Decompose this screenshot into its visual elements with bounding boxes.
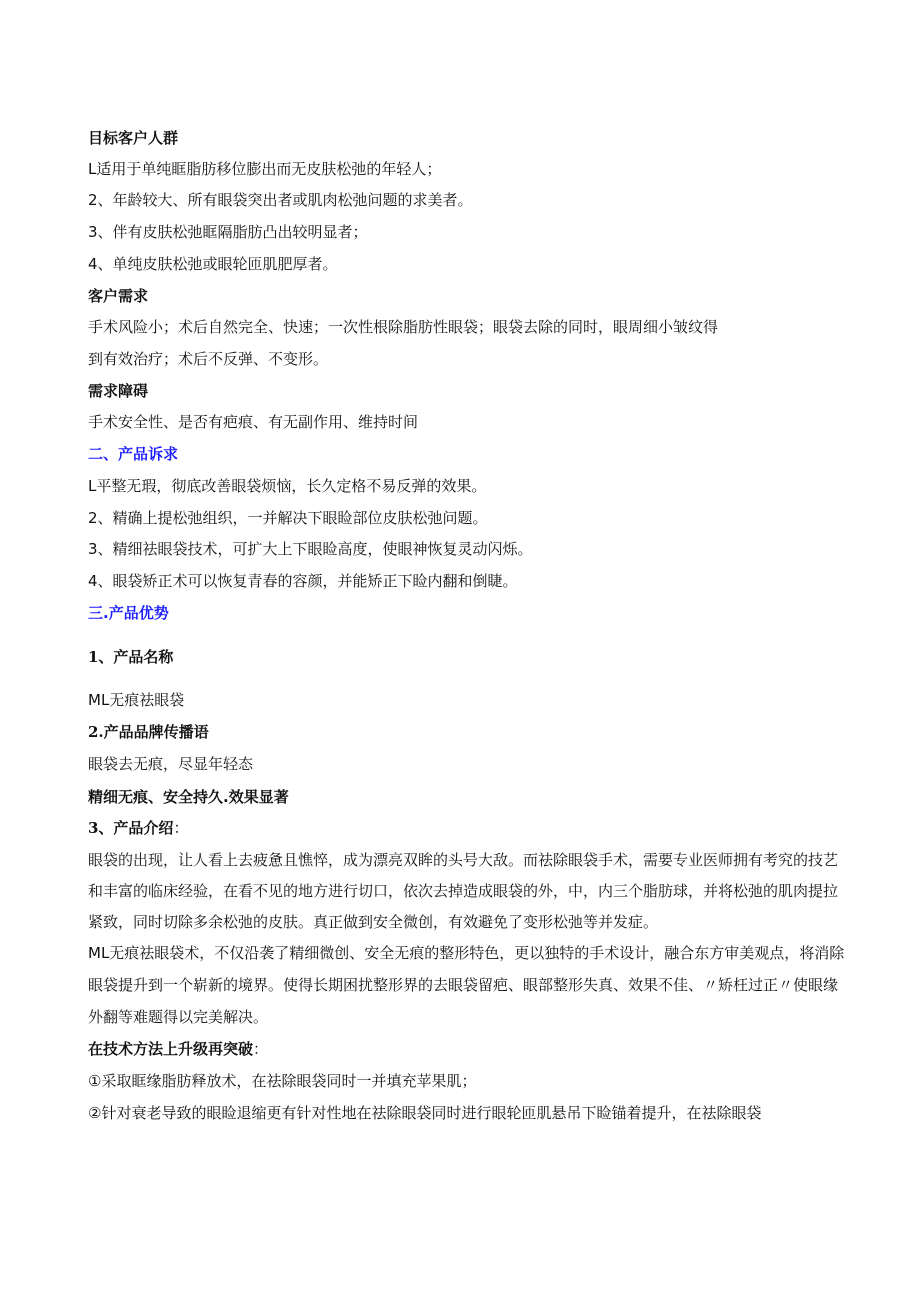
slogan-value: 眼袋去无痕，尽显年轻态 [88,755,254,773]
intro-para2-line-1: ML无痕祛眼袋术，不仅沿袭了精细微创、安全无痕的整形特色，更以独特的手术设计，融合东方审美观点，将消除 [88,944,845,962]
intro-heading: 3、产品介绍 [88,819,174,837]
intro-para2-line-2: 眼袋提升到一个崭新的境界。使得长期困扰整形界的去眼袋留疤、眼部整形失真、效果不佳、〃矫枉过正〃使眼缘 [88,976,839,994]
target-item-1: L适用于单纯眶脂肪移位膨出而无皮肤松弛的年轻人； [88,160,442,178]
product-name-heading: 1、产品名称 [88,648,174,666]
barriers-heading: 需求障碍 [88,382,149,400]
intro-colon: ： [173,819,189,837]
tech-heading-row [88,1038,878,1060]
appeal-item-4: 4、眼袋矫正术可以恢复青春的容颜，并能矫正下睑内翻和倒睫。 [88,572,518,590]
intro-para1-line-2: 和丰富的临床经验，在看不见的地方进行切口，依次去掉造成眼袋的外，中，内三个脂肪球，并将松弛的肌肉提拉 [88,882,839,900]
features-line: 精细无痕、安全持久.效果显著 [88,788,289,806]
intro-para1-line-3: 紧致，同时切除多余松弛的皮肤。真正做到安全微创，有效避免了变形松弛等并发症。 [88,913,659,931]
intro-heading-row [88,817,878,839]
tech-colon: ： [253,1040,269,1058]
target-item-4: 4、单纯皮肤松弛或眼轮匝肌肥厚者。 [88,255,338,273]
product-name-value: ML无痕祛眼袋 [88,691,185,709]
advantages-heading: 三.产品优势 [88,604,169,622]
needs-line-1: 手术风险小；术后自然完全、快速；一次性根除脂肪性眼袋；眼袋去除的同时，眼周细小皱纹得 [88,318,719,336]
target-item-2: 2、年龄较大、所有眼袋突出者或肌肉松弛问题的求美者。 [88,191,473,209]
intro-para2-line-3: 外翻等难题得以完美解决。 [88,1008,269,1026]
needs-line-2: 到有效治疗；术后不反弹、不变形。 [88,350,329,368]
target-item-3: 3、伴有皮肤松弛眶隔脂肪凸出较明显者； [88,223,368,241]
tech-heading: 在技术方法上升级再突破 [88,1040,254,1058]
slogan-heading: 2.产品品牌传播语 [88,723,209,741]
appeal-item-1: L平整无瑕，彻底改善眼袋烦恼，长久定格不易反弹的效果。 [88,477,487,495]
needs-heading: 客户需求 [88,287,149,305]
tech-item-1: ①采取眶缘脂肪释放术，在祛除眼袋同时一并填充苹果肌； [88,1072,477,1090]
appeal-item-3: 3、精细祛眼袋技术，可扩大上下眼睑高度，使眼神恢复灵动闪烁。 [88,540,533,558]
intro-para1-line-1: 眼袋的出现，让人看上去疲惫且憔悴，成为漂亮双眸的头号大敌。而祛除眼袋手术，需要专业医师拥有考究的技艺 [88,851,839,869]
target-heading: 目标客户人群 [88,129,179,147]
appeal-heading: 二、产品诉求 [88,445,179,463]
barriers-text: 手术安全性、是否有疤痕、有无副作用、维持时间 [88,413,419,431]
tech-item-2: ②针对衰老导致的眼睑退缩更有针对性地在祛除眼袋同时进行眼轮匝肌悬吊下睑锚着提升，在祛除眼袋 [88,1104,762,1122]
appeal-item-2: 2、精确上提松弛组织，一并解决下眼睑部位皮肤松弛问题。 [88,509,488,527]
